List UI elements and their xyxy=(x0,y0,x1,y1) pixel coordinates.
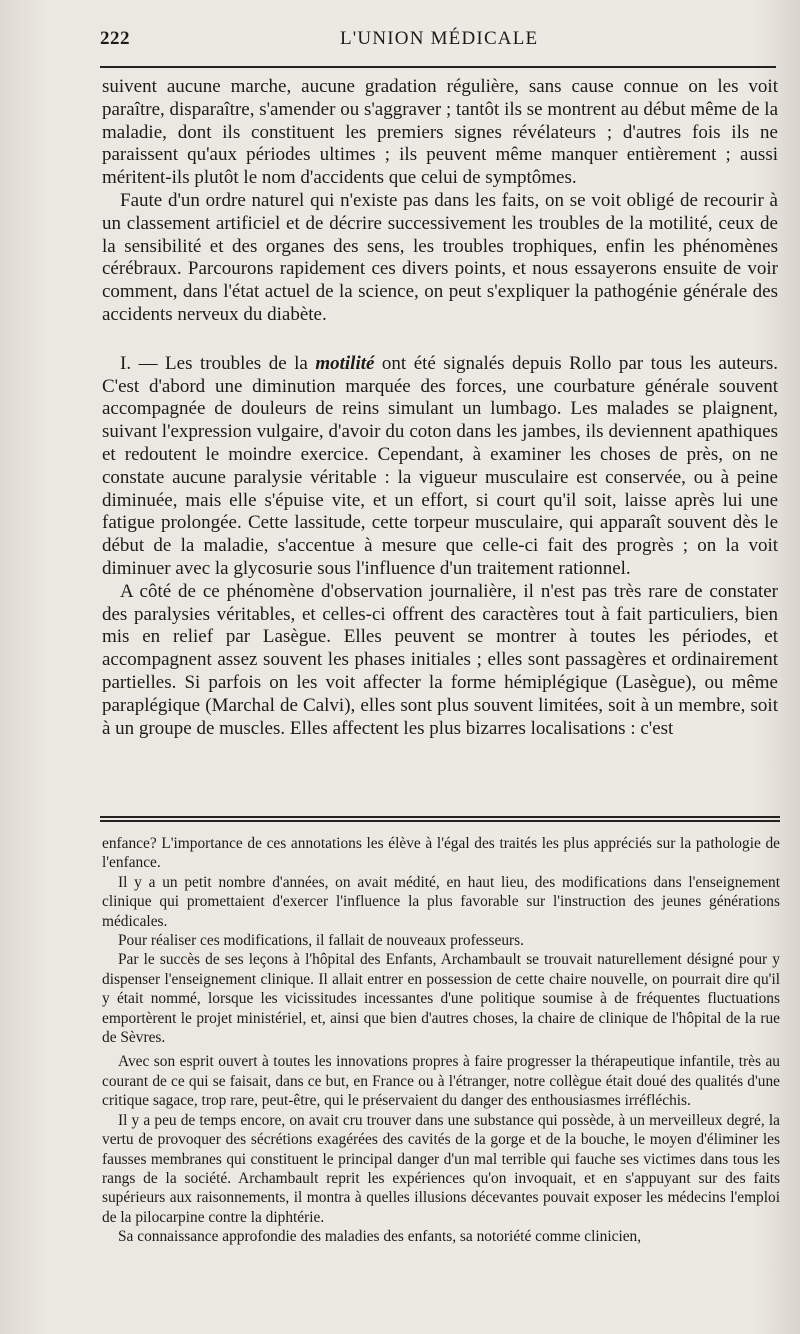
emphasis-term: motilité xyxy=(315,352,375,374)
divider-rule xyxy=(100,816,780,818)
article-body xyxy=(102,76,778,740)
feuilleton-paragraph: Avec son esprit ouvert à toutes les innovations propres à faire progresser la thérapeutique infantile, très au courant de ce qui se faisait, dans ce but, en France ou à l'étranger, notre collègue était doué des qualités d'une critique sagace, trop rare, peut-être, qui le préservaient du danger des enthousiasmes irréfléchis. xyxy=(102,1053,780,1110)
header-rule xyxy=(100,66,776,68)
feuilleton-body xyxy=(102,834,780,1247)
article-paragraph: suivent aucune marche, aucune gradation régulière, sans cause connue on les voit paraître, disparaître, s'amender ou s'aggraver ; tantôt ils se montrent au début même de la maladie, dont ils constituent les premiers signes révélateurs ; d'autres fois ils ne paraissent qu'aux périodes ultimes ; ils peuvent même manquer entièrement ; aussi méritent-ils plutôt le nom d'accidents que celui de symptômes. xyxy=(102,76,778,189)
feuilleton-paragraph: Pour réaliser ces modifications, il fallait de nouveaux professeurs. xyxy=(118,932,525,950)
article-section-paragraph xyxy=(102,353,778,581)
section-lead: I. — Les troubles de la xyxy=(120,352,316,374)
feuilleton-divider xyxy=(100,816,780,823)
page-header xyxy=(100,28,778,58)
article-paragraph: A côté de ce phénomène d'observation journalière, il n'est pas très rare de constater des paralysies véritables, et celles-ci offrent des caractères tout à fait particuliers, bien mis en relief par Lasègue. Elles peuvent se montrer à toutes les périodes, et accompagnent assez souvent les phases initiales ; elles sont passagères et ordinairement partielles. Si parfois on les voit affecter la forme hémiplégique (Lasègue), ou même paraplégique (Marchal de Calvi), elles sont plus souvent limitées, soit à un membre, soit à un groupe de muscles. Elles affectent les plus bizarres localisations : c'est xyxy=(102,580,778,739)
section-text: ont été signalés depuis Rollo par tous les auteurs. C'est d'abord une diminution marquée des forces, une courbature générale souvent accompagnée de douleurs de reins simulant un lumbago. Les malades se plaignent, suivant l'expression vulgaire, d'avoir du coton dans les jambes, ils deviennent apathiques et redoutent le moindre exercice. Cependant, à examiner les choses de près, on ne constate aucune paralysie véritable : la vigueur musculaire est conservée, ou à peine diminuée, mais elle s'épuise vite, et un effort, si court qu'il soit, laisse après lui une fatigue prolongée. Cette lassitude, cette torpeur musculaire, qui apparaît souvent dès le début de la maladie, s'accentue à mesure que celle-ci fait des progrès ; on la voit diminuer avec la glycosurie sous l'influence d'un traitement rationnel. xyxy=(102,352,778,579)
feuilleton-paragraph: Par le succès de ses leçons à l'hôpital des Enfants, Archambault se trouvait naturellement désigné pour y dispenser l'enseignement clinique. Il allait entrer en possession de cette chaire nouvelle, on pourrait dire qu'il y était nommé, lorsque les vicissitudes incessantes d'une politique soumise à de fréquentes fluctuations emportèrent le projet ministériel, et, ainsi que bien d'autres choses, la chaire de clinique de l'hôpital de la rue de Sèvres. xyxy=(102,951,780,1047)
divider-rule xyxy=(100,820,780,822)
feuilleton-paragraph: Il y a un petit nombre d'années, on avait médité, en haut lieu, des modifications dans l'enseignement clinique qui promettaient d'exercer l'influence la plus favorable sur l'instruction des jeunes générations médicales. xyxy=(102,873,780,930)
feuilleton-paragraph: enfance? L'importance de ces annotations les élève à l'égal des traités les plus appréciés sur la pathologie de l'enfance. xyxy=(102,835,780,872)
journal-title: L'UNION MÉDICALE xyxy=(340,28,539,49)
page-number: 222 xyxy=(100,28,130,49)
feuilleton-paragraph: Sa connaissance approfondie des maladies des enfants, sa notoriété comme clinicien, xyxy=(118,1228,642,1246)
article-paragraph: Faute d'un ordre naturel qui n'existe pas dans les faits, on se voit obligé de recourir à un classement artificiel et de décrire successivement les troubles de la motilité, ceux de la sensibilité et des organes des sens, les troubles trophiques, enfin les phénomènes cérébraux. Parcourons rapidement ces divers points, et nous essayerons ensuite de voir comment, dans l'état actuel de la science, on peut s'expliquer la pathogénie générale des accidents nerveux du diabète. xyxy=(102,189,778,325)
feuilleton-paragraph: Il y a peu de temps encore, on avait cru trouver dans une substance qui possède, à un merveilleux degré, la vertu de provoquer des sécrétions exagérées des cavités de la gorge et de la bouche, le moyen d'éliminer les fausses membranes qui constituent le principal danger d'un mal terrible qui fauche ses victimes dans tous les rangs de la société. Archambault reprit les expériences qu'on invoquait, et en s'appuyant sur des faits supérieurs aux raisonnements, il montra à quelles illusions décevantes pouvait exposer les médecins l'emploi de la pilocarpine contre la diphtérie. xyxy=(102,1111,780,1226)
